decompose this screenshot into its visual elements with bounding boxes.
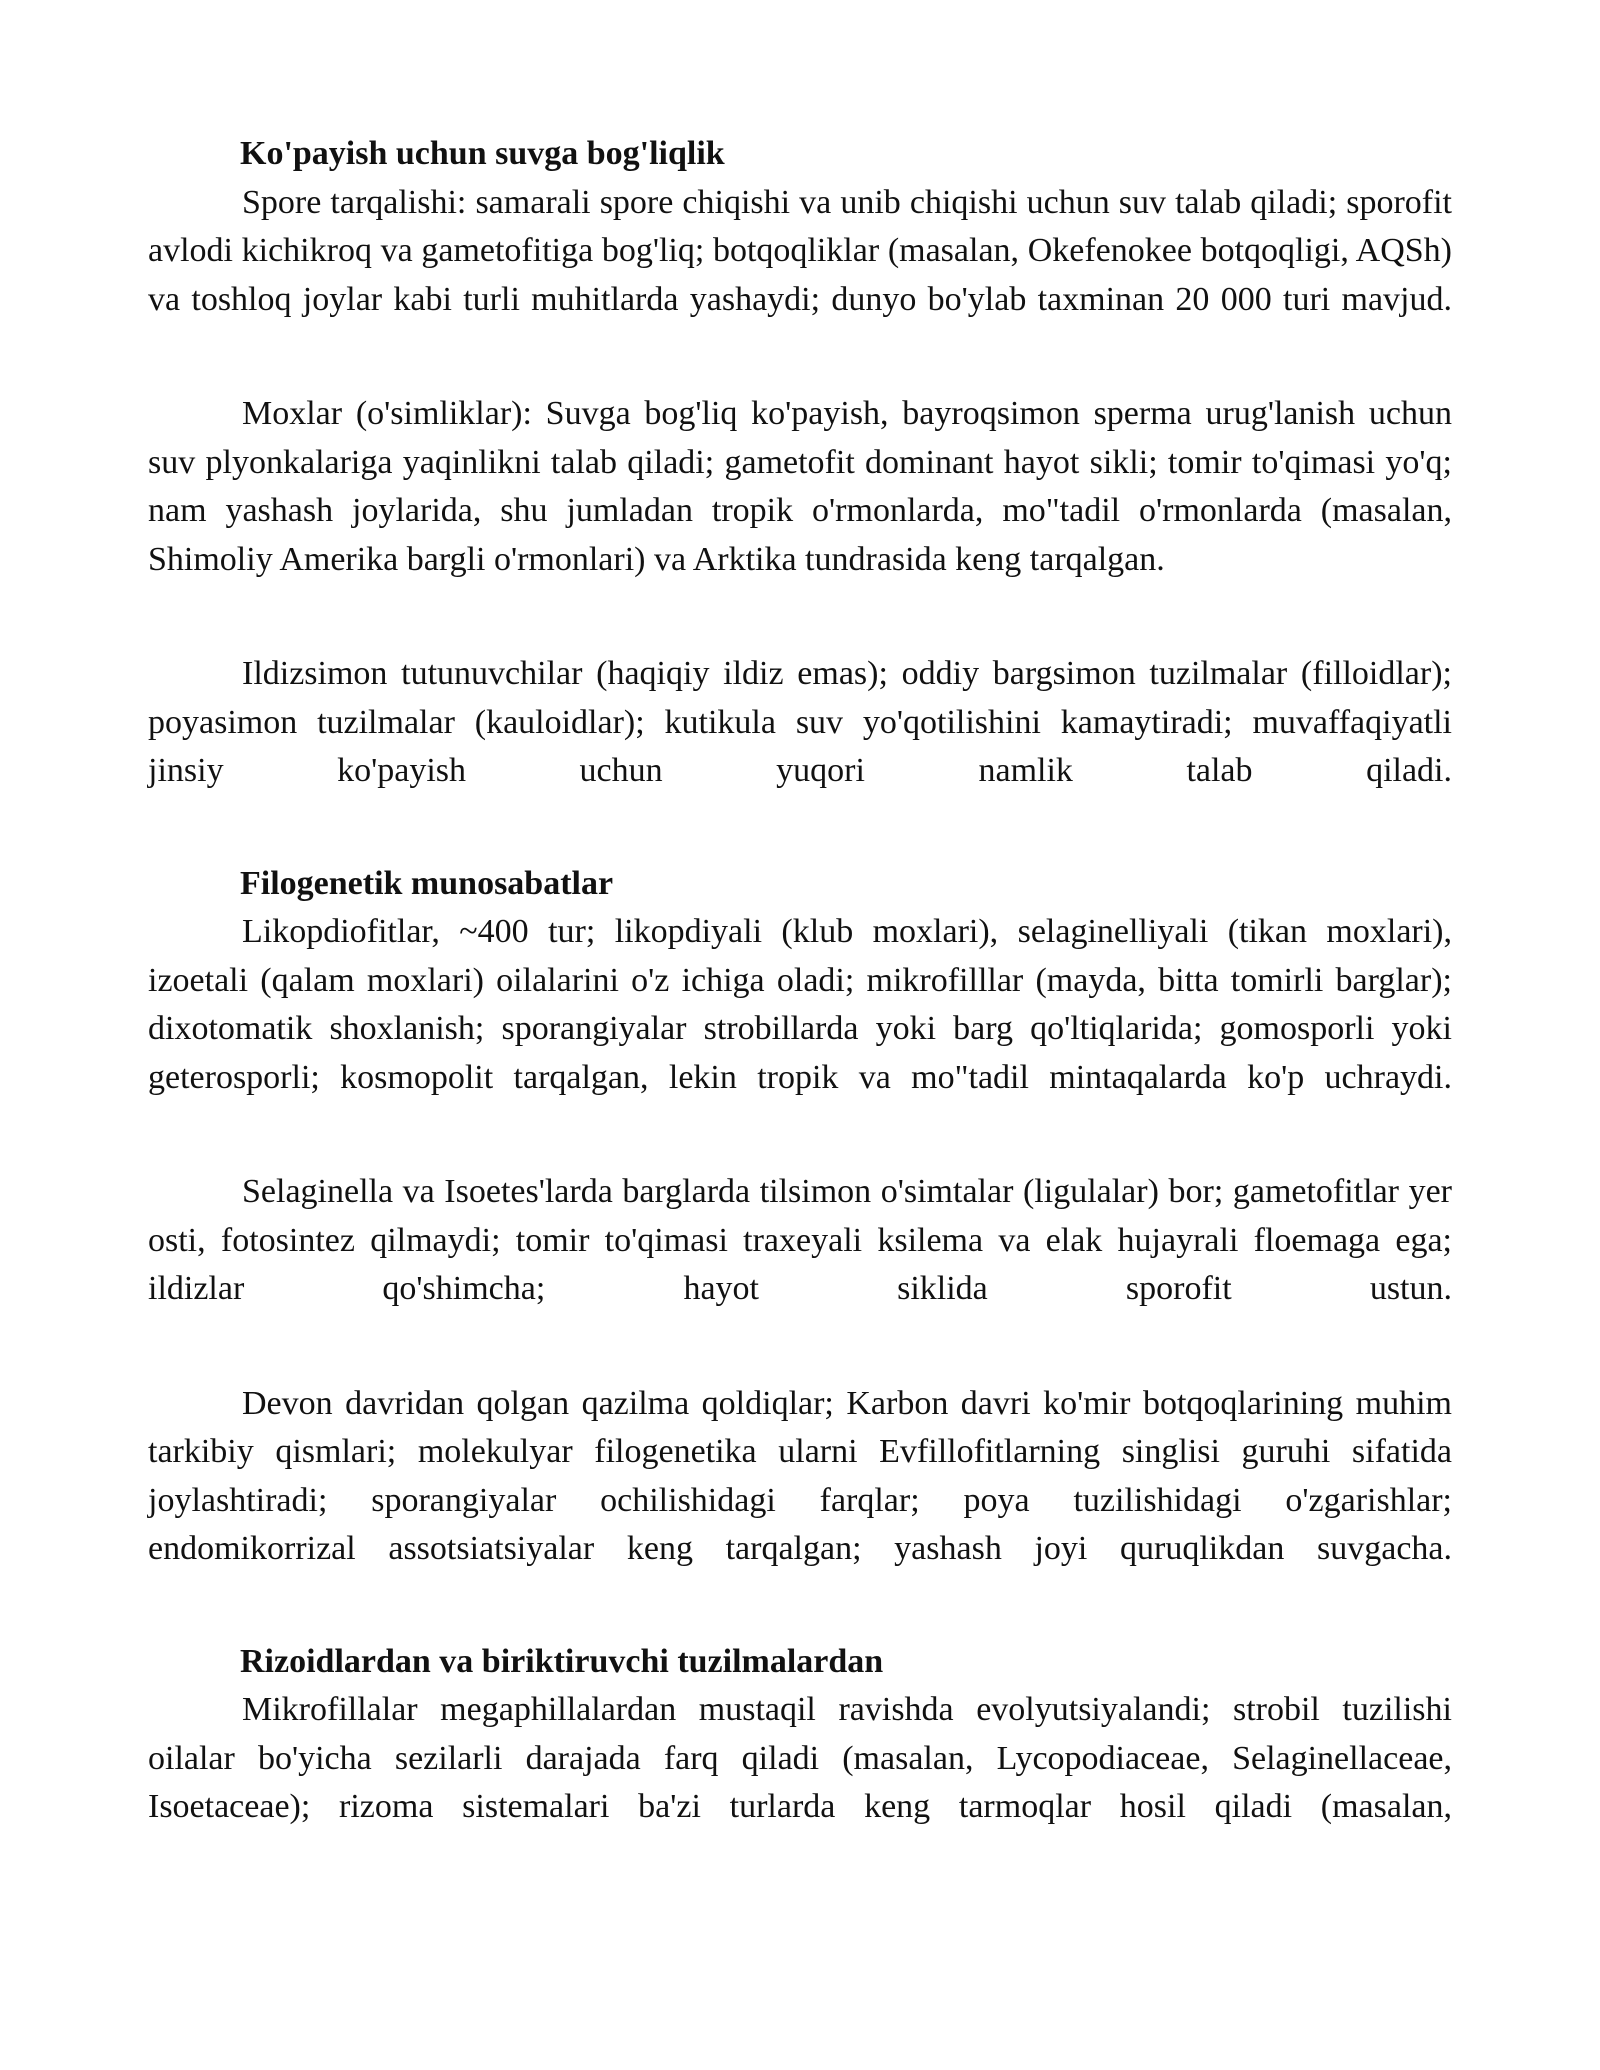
paragraph-rhizoids: Ildizsimon tutunuvchilar (haqiqiy ildiz emas); oddiy bargsimon tuzilmalar (filloidlar); poyasimon tuzilmalar (kauloidlar); kutikula suv yo'qotilishini kamaytiradi; muvaffaqiyatli jinsiy ko'payish uchun yuqori namlik talab qiladi. [148, 655, 1452, 789]
section-heading-reproduction: Ko'payish uchun suvga bog'liqlik [240, 135, 725, 172]
section-heading-rhizoids-structures: Rizoidlardan va biriktiruvchi tuzilmalardan [240, 1642, 884, 1680]
paragraph-mosses: Moxlar (o'simliklar): Suvga bog'liq ko'payish, bayroqsimon sperma urug'lanish uchun suv plyonkalariga yaqinlikni talab qiladi; gametofit dominant hayot sikli; tomir to'qimasi yo'q; nam yashash joylarida, shu jumladan tropik o'rmonlarda, mo"tadil o'rmonlarda (masalan, Shimoliy Amerika bargli o'rmonlari) va Arktika tundrasida keng tarqalgan. [148, 395, 1452, 578]
paragraph-ligules: Selaginella va Isoetes'larda barglarda tilsimon o'simtalar (ligulalar) bor; gametofitlar yer osti, fotosintez qilmaydi; tomir to'qimasi traxeyali ksilema va elak hujayrali floemaga ega; ildizlar qo'shimcha; hayot siklida sporofit ustun. [148, 1173, 1452, 1307]
paragraph-devonian-fossils: Devon davridan qolgan qazilma qoldiqlar; Karbon davri ko'mir botqoqlarining muhim tarkibiy qismlari; molekulyar filogenetika ularni Evfillofitlarning singlisi guruhi sifatida joylashtiradi; sporangiyalar ochilishidagi farqlar; poya tuzilishidagi o'zgarishlar; endomikorrizal assotsiatsiyalar keng tarqalgan; yashash joyi quruqlikdan suvgacha. [148, 1384, 1452, 1567]
section-heading-phylogenetic: Filogenetik munosabatlar [240, 864, 614, 902]
document-page [148, 130, 1452, 1832]
paragraph-spore-dispersal: Spore tarqalishi: samarali spore chiqishi va unib chiqishi uchun suv talab qiladi; sporofit avlodi kichikroq va gametofitiga bog'liq; botqoqliklar (masalan, Okefenokee botqoqligi, AQSh) va toshloq joylar kabi turli muhitlarda yashaydi; dunyo bo'ylab taxminan 20 000 turi mavjud. [148, 183, 1452, 318]
paragraph-lycopodiophytes: Likopdiofitlar, ~400 tur; likopdiyali (klub moxlari), selaginelliyali (tikan moxlari), izoetali (qalam moxlari) oilalarini o'z ichiga oladi; mikrofilllar (mayda, bitta tomirli barglar); dixotomatik shoxlanish; sporangiyalar strobillarda yoki barg qo'ltiqlarida; gomosporli yoki geterosporli; kosmopolit tarqalgan, lekin tropik va mo"tadil mintaqalarda ko'p uchraydi. [148, 913, 1452, 1096]
paragraph-microphylls: Mikrofillalar megaphillalardan mustaqil ravishda evolyutsiyalandi; strobil tuzilishi oilalar bo'yicha sezilarli darajada farq qiladi (masalan, Lycopodiaceae, Selaginellaceae, Isoetaceae); rizoma sistemalari ba'zi turlarda keng tarmoqlar hosil qiladi (masalan, [148, 1691, 1452, 1825]
